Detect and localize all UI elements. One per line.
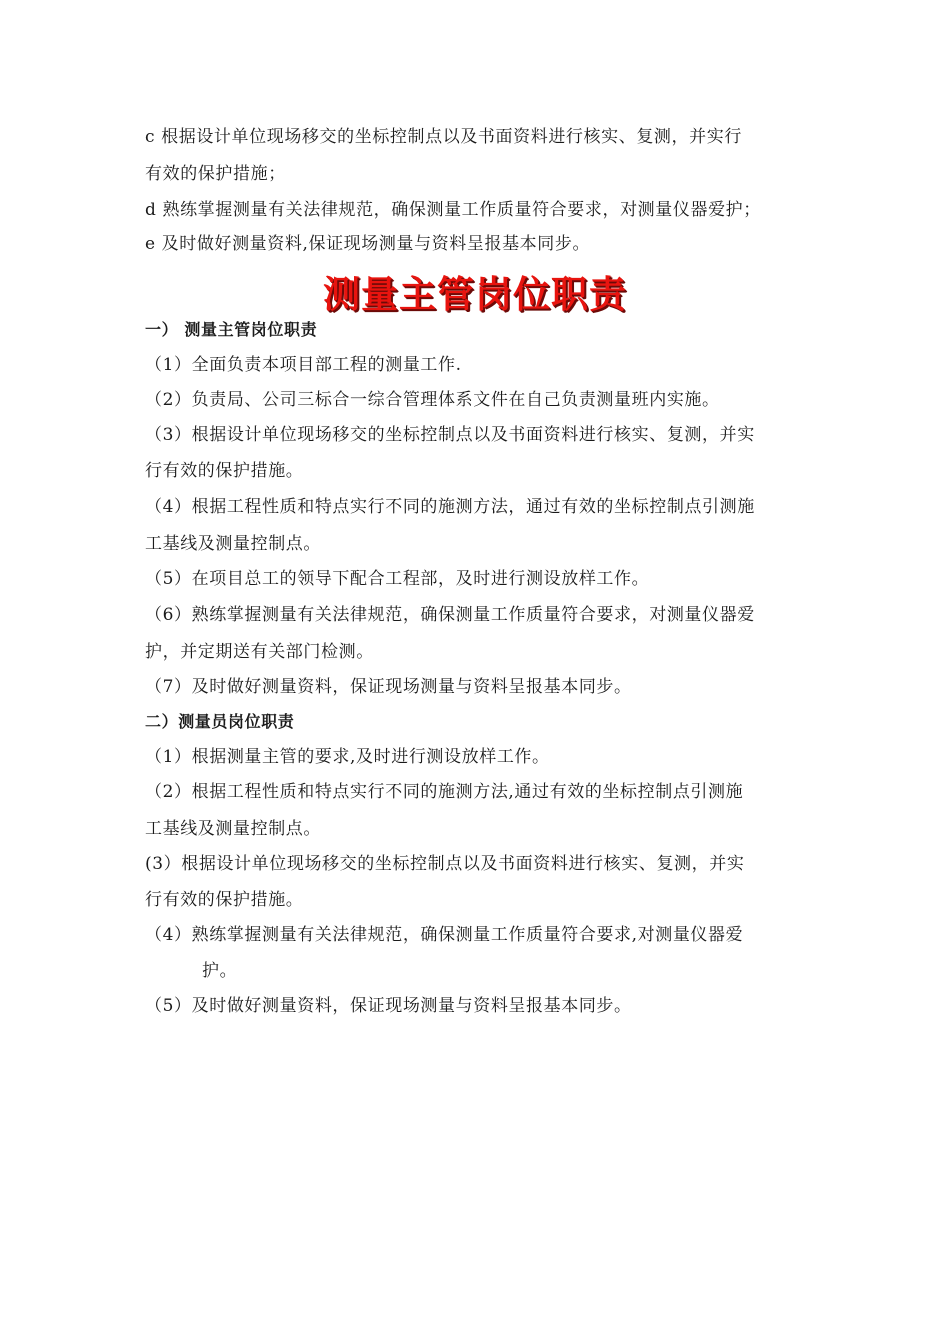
section1-line: 工基线及测量控制点。: [145, 534, 321, 554]
section1-line: （6）熟练掌握测量有关法律规范，确保测量工作质量符合要求，对测量仪器爱: [145, 605, 755, 625]
section2-line: 行有效的保护措施。: [145, 890, 304, 910]
section1-line: （5）在项目总工的领导下配合工程部，及时进行测设放样工作。: [145, 569, 650, 589]
section1-line: （1）全面负责本项目部工程的测量工作.: [145, 355, 462, 375]
section1-line: （2）负责局、公司三标合一综合管理体系文件在自己负责测量班内实施。: [145, 390, 720, 410]
section1-line: 行有效的保护措施。: [145, 461, 304, 481]
section1-line: 护，并定期送有关部门检测。: [145, 642, 374, 662]
intro-line: e 及时做好测量资料,保证现场测量与资料呈报基本同步。: [145, 234, 591, 254]
section1-heading: 一） 测量主管岗位职责: [145, 320, 318, 339]
page-title: 测量主管岗位职责: [323, 273, 627, 316]
section1-line: （3）根据设计单位现场移交的坐标控制点以及书面资料进行核实、复测，并实: [145, 425, 755, 445]
section2-heading: 二）测量员岗位职责: [145, 712, 295, 731]
section2-line: 护。: [202, 961, 238, 981]
intro-line: 有效的保护措施；: [145, 164, 286, 184]
intro-line: d 熟练掌握测量有关法律规范，确保测量工作质量符合要求，对测量仪器爱护；: [145, 200, 761, 220]
section2-line: 工基线及测量控制点。: [145, 819, 321, 839]
intro-line: c 根据设计单位现场移交的坐标控制点以及书面资料进行核实、复测，并实行: [145, 127, 742, 147]
section1-line: （4）根据工程性质和特点实行不同的施测方法，通过有效的坐标控制点引测施: [145, 497, 755, 517]
section2-line: （4）熟练掌握测量有关法律规范，确保测量工作质量符合要求,对测量仪器爱: [145, 925, 744, 945]
section2-line: （2）根据工程性质和特点实行不同的施测方法,通过有效的坐标控制点引测施: [145, 782, 744, 802]
section2-line: （1）根据测量主管的要求,及时进行测设放样工作。: [145, 747, 550, 767]
section2-line: (3）根据设计单位现场移交的坐标控制点以及书面资料进行核实、复测，并实: [145, 854, 745, 874]
section1-line: （7）及时做好测量资料，保证现场测量与资料呈报基本同步。: [145, 677, 632, 697]
section2-line: （5）及时做好测量资料，保证现场测量与资料呈报基本同步。: [145, 996, 632, 1016]
